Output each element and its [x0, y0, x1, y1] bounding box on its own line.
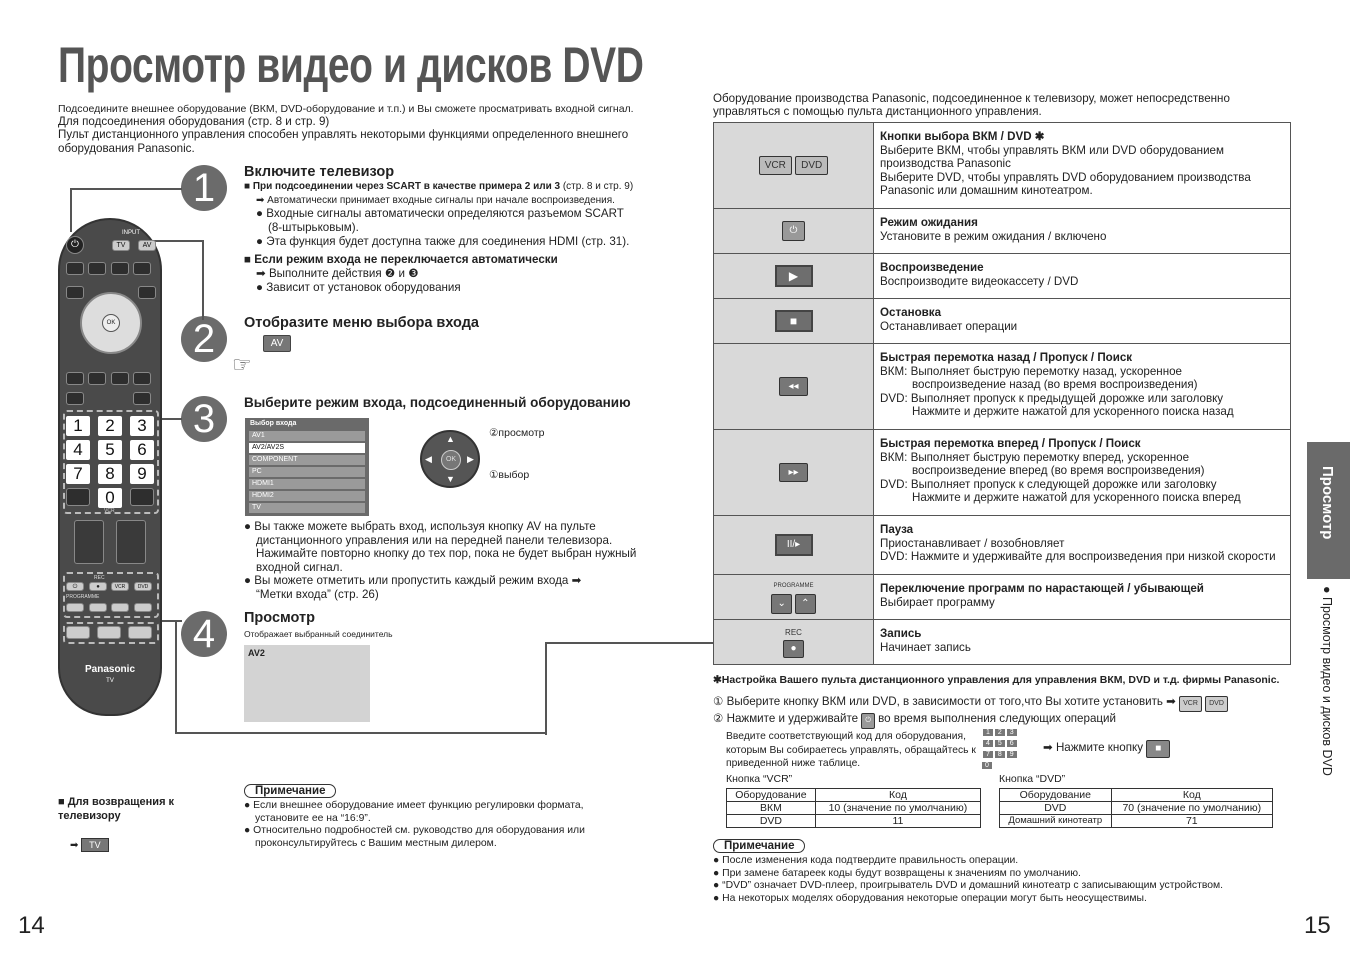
vcr-table-cell: ВКМ	[727, 802, 816, 815]
step-4-number: 4	[181, 611, 227, 657]
op-title-7: Пауза	[880, 523, 914, 536]
step-1-number: 1	[181, 165, 227, 211]
vcr-table-header-code: Код	[815, 789, 980, 802]
programme-icon: PROGRAMME	[773, 583, 814, 590]
arrow-icon: ➡	[256, 267, 269, 280]
step-4-sub: Отображает выбранный соединитель	[244, 629, 393, 639]
remote-key-5[interactable]: 5	[98, 440, 122, 460]
op-title-9: Запись	[880, 627, 922, 640]
input-select-menu	[245, 418, 369, 516]
step-4-title: Просмотр	[244, 610, 315, 626]
arrow-icon: ➡	[256, 195, 268, 206]
op-line-5-2: воспроизведение назад (во время воспроизведения)	[912, 378, 1198, 392]
step-1-arrow-text: Автоматически принимает входные сигналы при начале воспроизведения.	[267, 195, 615, 206]
tv-screen-preview	[244, 645, 370, 722]
op-title-6: Быстрая перемотка вперед / Пропуск / Поиск	[880, 437, 1141, 450]
setup-step-2b: во время выполнения следующих операций	[878, 712, 1116, 725]
op-line-1-1: Выберите ВКМ, чтобы управлять ВКМ или DVD оборудованием производства Panasonic	[880, 143, 1224, 171]
dvd-table-header-equip: Оборудование	[1000, 789, 1112, 802]
step-2-number: 2	[181, 316, 227, 362]
step-1-sub-ref: (стр. 8 и стр. 9)	[562, 181, 634, 192]
op-title-4: Остановка	[880, 306, 942, 319]
section-tab-label: Просмотр	[1319, 466, 1336, 540]
arrow-icon: ➡	[1043, 741, 1056, 754]
remote-key-7[interactable]: 7	[66, 464, 90, 484]
arrow-up-icon: ▲	[446, 434, 455, 444]
remote-key-9[interactable]: 9	[130, 464, 154, 484]
vcr-table-cell: 10 (значение по умолчанию)	[815, 802, 980, 815]
op-title-1: Кнопки выбора ВКМ / DVD ✱	[880, 130, 1045, 143]
dvd-table-cell: DVD	[1000, 802, 1112, 815]
step-1-arrow-2: Выполните действия	[268, 267, 382, 280]
dvd-code-table	[999, 788, 1273, 828]
fast-forward-icon: ▸▸	[779, 463, 807, 483]
input-menu-item-av1[interactable]: AV1	[249, 431, 365, 441]
op-line-5-4: Нажмите и держите нажатой для ускоренного поиска назад	[912, 405, 1234, 419]
setup-step-4: Нажмите кнопку	[1055, 741, 1144, 754]
step-2-title: Отобразите меню выбора входа	[244, 315, 479, 331]
page-title: Просмотр видео и дисков DVD	[58, 37, 644, 93]
page-number-right: 15	[1304, 912, 1331, 939]
remote-key-2[interactable]: 2	[98, 416, 122, 436]
arrow-down-icon: ▼	[446, 474, 455, 484]
op-line-9-1: Начинает запись	[880, 640, 971, 654]
pointing-hand-icon: ☞	[232, 352, 252, 377]
remote-key-4[interactable]: 4	[66, 440, 90, 460]
section-tab[interactable]	[1307, 442, 1350, 579]
step-3-number: 3	[181, 396, 227, 442]
vcr-code-table	[726, 788, 981, 828]
vcr-table-header-equip: Оборудование	[727, 789, 816, 802]
chevron-up-icon: ⌃	[795, 594, 815, 614]
remote-programme-label: PROGRAMME	[66, 594, 100, 600]
remote-vcr-button[interactable]: VCR	[111, 582, 129, 591]
remote-brand-logo: Panasonic	[84, 664, 136, 675]
left-note-1: Если внешнее оборудование имеет функцию регулировки формата, установите ее на “16:9”.	[253, 800, 584, 824]
remote-ok-button[interactable]: OK	[102, 314, 120, 332]
stop-icon: ■	[775, 310, 813, 332]
step-1-bullet-3: Зависит от установок оборудования	[266, 281, 461, 294]
play-icon: ▶	[775, 265, 813, 287]
arrow-left-icon: ◀	[425, 454, 432, 464]
keypad-mini-icon: 1 2 3 4 5 6 7 8 9 0	[983, 727, 1029, 771]
right-note-4: На некоторых моделях оборудования некоторые операции могут быть неосуществимы.	[722, 892, 1147, 904]
right-note-3: “DVD” означает DVD-плеер, проигрыватель DVD и домашний кинотеатр с записывающим устройством.	[722, 880, 1224, 892]
dvd-table-cell: 71	[1111, 815, 1272, 828]
remote-av-button[interactable]: AV	[138, 240, 156, 251]
setup-step-3: Введите соответствующий код для оборудования, которым Вы собираетесь управлять, обращайтесь к приведенной ниже таблице.	[726, 731, 976, 769]
op-title-3: Воспроизведение	[880, 261, 984, 274]
op-line-5-3: DVD: Выполняет пропуск к предыдущей дорожке или заголовку	[880, 391, 1224, 405]
op-line-7-2: DVD: Нажмите и удерживайте для воспроизведения при низкой скорости	[880, 550, 1276, 564]
remote-brand-sub: TV	[106, 678, 114, 684]
op-title-5: Быстрая перемотка назад / Пропуск / Поиск	[880, 351, 1133, 364]
op-line-4-1: Останавливает операции	[880, 319, 1018, 333]
remote-key-8[interactable]: 8	[98, 464, 122, 484]
pause-icon: II/▸	[775, 534, 813, 556]
step-1-arrow-2-and: и	[398, 267, 406, 280]
section-side-title: ● Просмотр видео и дисков DVD	[1320, 586, 1334, 776]
op-title-8: Переключение программ по нарастающей / убывающей	[880, 582, 1204, 595]
operations-table	[713, 122, 1291, 665]
return-tv-button[interactable]: TV	[81, 838, 109, 852]
step-1-title: Включите телевизор	[244, 164, 395, 180]
input-menu-item-av2[interactable]: AV2/AV2S	[249, 443, 365, 453]
arrow-icon: ➡	[70, 840, 79, 851]
remote-rec-label: REC	[94, 575, 105, 581]
op-line-6-2: воспроизведение вперед (во время воспроизведения)	[912, 464, 1205, 478]
right-intro: Оборудование производства Panasonic, подсоединенное к телевизору, может непосредственно управляться с помощью пульта дистанционного управления.	[713, 92, 1230, 118]
intro-text-1: Подсоедините внешнее оборудование (ВКМ, DVD-оборудование и т.п.) и Вы сможете просматривать входной сигнал.	[58, 103, 634, 115]
vcr-table-cell: DVD	[727, 815, 816, 828]
step-3-bullet-2: Вы можете отметить или пропустить каждый режим входа	[254, 574, 569, 587]
dvd-table-header-code: Код	[1111, 789, 1272, 802]
remote-control: ⏻ INPUT TV AV OK 1 2 3 4 5 6 7 8 9 0 VCR REC ⏻ ● VCR DVD PROGRAMME Panasonic TV	[58, 218, 162, 716]
intro-text-3: Пульт дистанционного управления способен управлять некоторыми функциями определенного внешнего оборудования Panasonic.	[58, 128, 629, 155]
arrow-right-icon: ▶	[467, 454, 474, 464]
nav-dpad[interactable]	[420, 430, 480, 488]
setup-step-1: ① Выберите кнопку ВКМ или DVD, в зависимости от того,что Вы хотите установить	[713, 695, 1163, 708]
remote-key-0[interactable]: 0	[98, 488, 122, 508]
standby-icon: ⏻	[782, 221, 806, 241]
input-menu-title: Выбор входа	[250, 420, 297, 427]
return-label: Для возвращения к телевизору	[58, 796, 175, 822]
op-line-2-1: Установите в режим ожидания / включено	[880, 229, 1107, 243]
nav-label-view: ②просмотр	[489, 427, 545, 439]
remote-input-label: INPUT	[122, 230, 140, 236]
remote-key-6[interactable]: 6	[130, 440, 154, 460]
right-note-1: После изменения кода подтвердите правильность операции.	[722, 855, 1019, 866]
intro-text-2: Для подсоединения оборудования (стр. 8 и стр. 9)	[58, 115, 330, 128]
input-menu-item-hdmi2[interactable]: HDMI2	[249, 491, 365, 501]
op-line-5-1: ВКМ: Выполняет быструю перемотку назад, ускоренное	[880, 364, 1182, 378]
input-menu-item-tv[interactable]: TV	[249, 503, 365, 513]
av-button[interactable]: AV	[263, 335, 291, 352]
op-line-6-3: DVD: Выполняет пропуск к следующей дорожке или заголовку	[880, 477, 1217, 491]
step-1-bullet-1: Входные сигналы автоматически определяются разъемом SCART (8-штырьковым).	[266, 207, 624, 234]
op-line-8-1: Выбирает программу	[880, 595, 995, 609]
dvd-table-cell: 70 (значение по умолчанию)	[1111, 802, 1272, 815]
setup-step-2: ② Нажмите и удерживайте	[713, 712, 859, 725]
input-menu-item-hdmi1[interactable]: HDMI1	[249, 479, 365, 489]
left-note-2: Относительно подробностей см. руководство для оборудования или проконсультируйтесь с Вашим местным дилером.	[253, 825, 585, 849]
nav-label-select: ①выбор	[489, 469, 530, 481]
step-1-sub-bold: При подсоединении через SCART в качестве примера 2 или 3	[252, 181, 561, 192]
remote-key-1[interactable]: 1	[66, 416, 90, 436]
page-number-left: 14	[18, 912, 45, 939]
op-line-6-1: ВКМ: Выполняет быструю перемотку вперед, ускоренное	[880, 450, 1190, 464]
setup-title: ✱Настройка Вашего пульта дистанционного управления для управления ВКМ, DVD и т.д. фирмы Panasonic.	[713, 674, 1280, 686]
rewind-icon: ◂◂	[779, 377, 807, 397]
chevron-down-icon: ⌄	[771, 594, 791, 614]
vcr-dvd-icon: VCR DVD	[714, 123, 874, 209]
step-1-bullet-2: Эта функция будет доступна также для соединения HDMI (стр. 31).	[266, 235, 630, 248]
power-button-icon[interactable]: ⏻	[66, 236, 84, 254]
remote-dvd-button[interactable]: DVD	[134, 582, 152, 591]
remote-key-3[interactable]: 3	[130, 416, 154, 436]
step-3-bullet-1: Вы также можете выбрать вход, используя кнопку AV на пульте дистанционного управления или на передней панели телевизора. Нажимайте повторно кнопку до тех пор, пока не будет выбран нужный входной сигнал.	[254, 520, 637, 574]
input-menu-item-pc[interactable]: PC	[249, 467, 365, 477]
step-3-bullet-2b: “Метки входа” (стр. 26)	[256, 587, 379, 601]
nav-ok-button[interactable]: OK	[441, 450, 461, 470]
remote-tv-button[interactable]: TV	[112, 240, 130, 251]
note-pill-right: Примечание	[713, 839, 805, 853]
record-dot-icon: ●	[783, 640, 803, 658]
dvd-table-cell: Домашний кинотеатр	[1000, 815, 1112, 828]
remote-dpad[interactable]	[80, 292, 142, 354]
rec-icon: REC	[785, 628, 802, 638]
op-line-1-2: Выберите DVD, чтобы управлять DVD оборудованием производства Panasonic или домашним кинотеатром.	[880, 170, 1251, 198]
step-3-title: Выберите режим входа, подсоединенный оборудованию	[244, 395, 631, 410]
op-line-7-1: Приостанавливает / возобновляет	[880, 536, 1065, 550]
vcr-table-cell: 11	[815, 815, 980, 828]
right-note-2: При замене батареек коды будут возвращены к значениям по умолчанию.	[722, 867, 1081, 879]
remote-vcr-small-label: VCR	[104, 508, 115, 514]
vcr-table-caption: Кнопка “VCR”	[726, 773, 793, 785]
op-line-6-4: Нажмите и держите нажатой для ускоренного поиска вперед	[912, 491, 1241, 505]
note-pill-left: Примечание	[244, 784, 336, 798]
op-title-2: Режим ожидания	[880, 216, 978, 229]
step-1-sub-2: Если режим входа не переключается автоматически	[254, 253, 558, 266]
screen-input-label: AV2	[248, 648, 265, 658]
op-line-3-1: Воспроизводите видеокассету / DVD	[880, 274, 1079, 288]
dvd-table-caption: Кнопка “DVD”	[999, 773, 1066, 785]
input-menu-item-component[interactable]: COMPONENT	[249, 455, 365, 465]
